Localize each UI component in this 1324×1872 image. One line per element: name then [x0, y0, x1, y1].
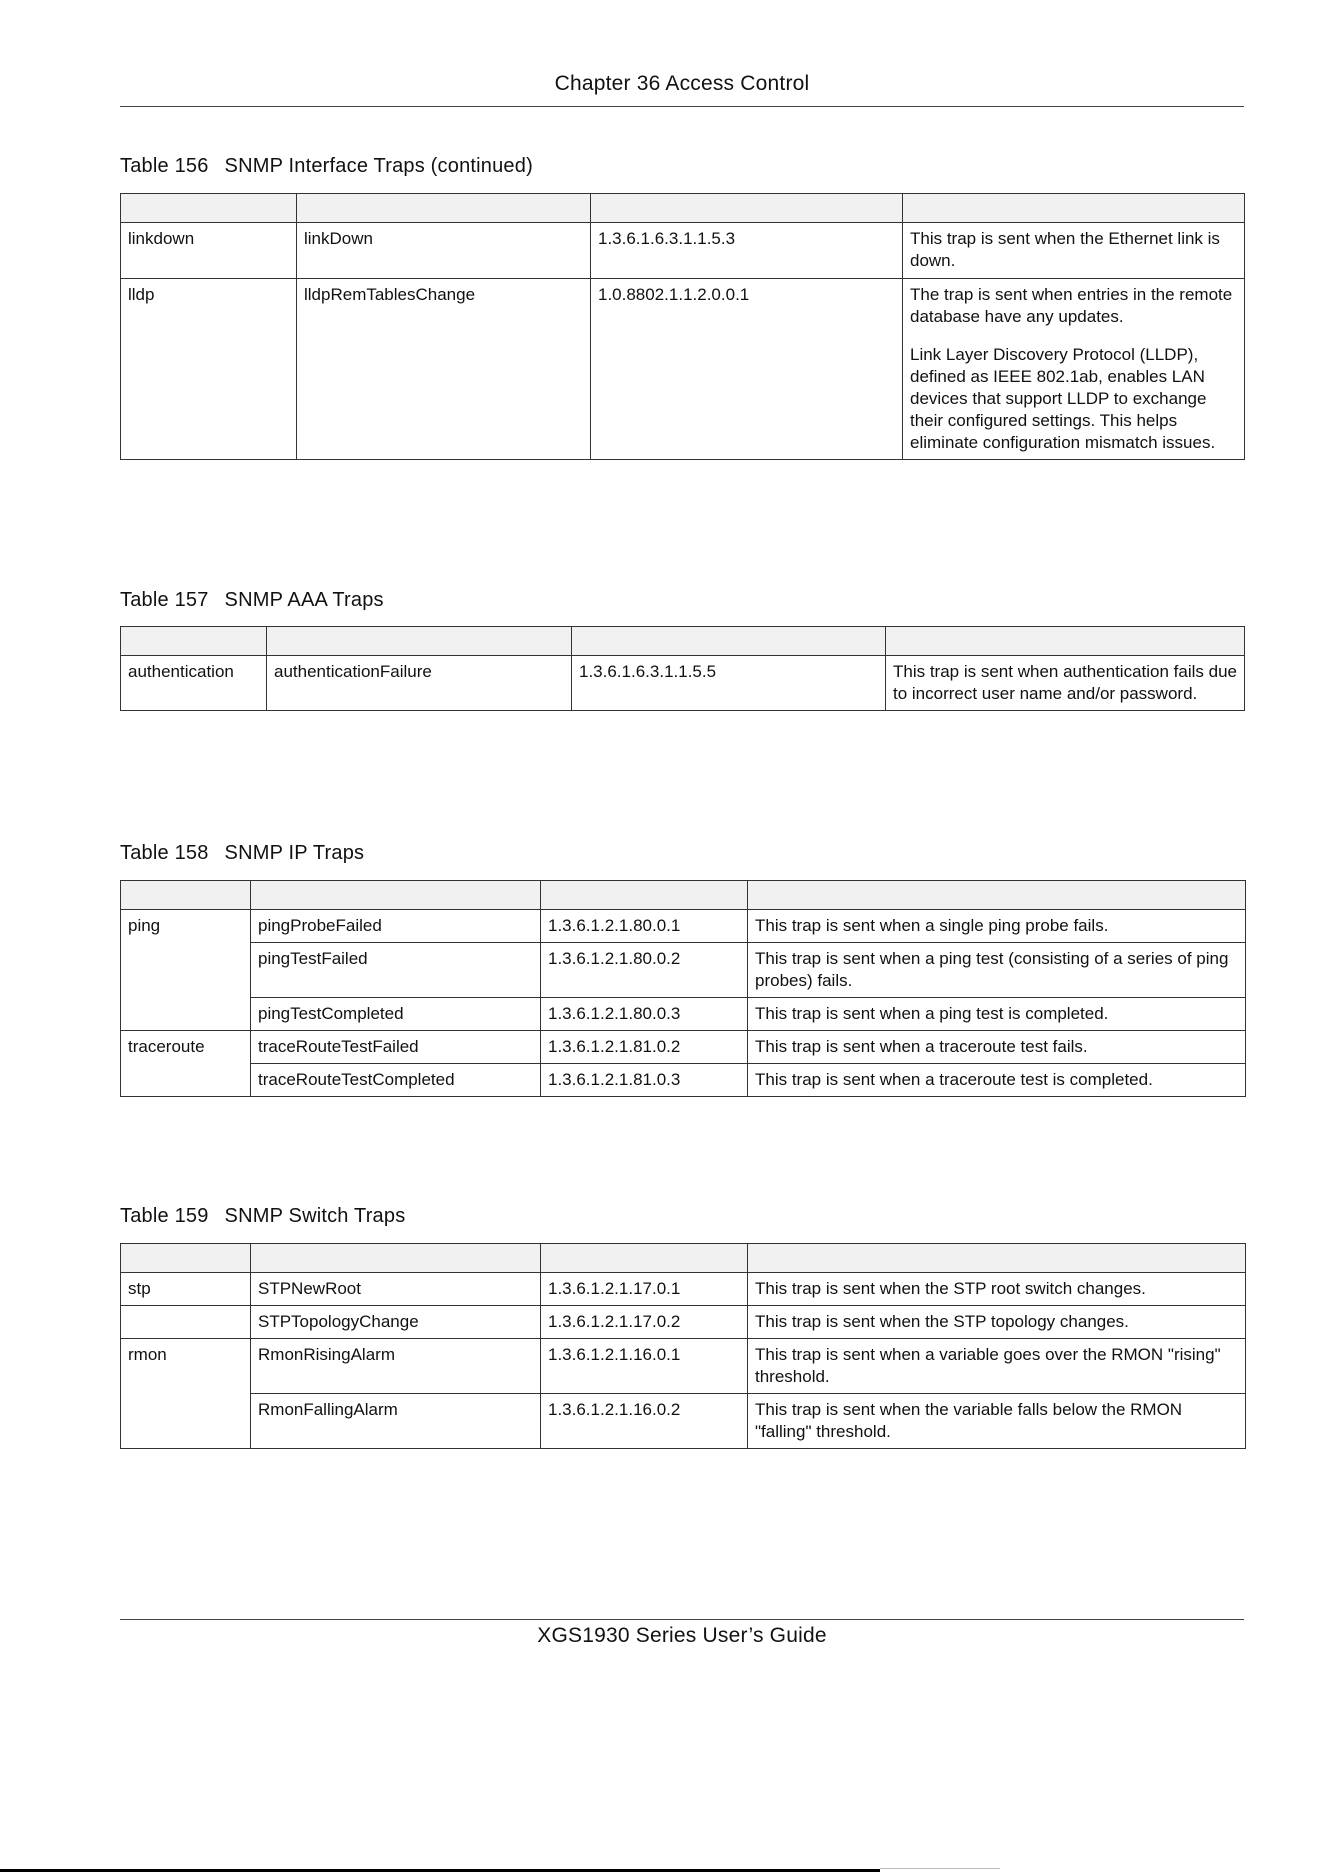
cell: 1.3.6.1.2.1.80.0.3	[541, 998, 748, 1031]
cell: This trap is sent when a ping test (consisting of a series of ping probes) fails.	[748, 943, 1246, 998]
page-footer-title: XGS1930 Series User’s Guide	[537, 1624, 827, 1647]
cell: pingTestCompleted	[251, 998, 541, 1031]
table-row	[121, 943, 1246, 998]
cell: authentication	[121, 656, 267, 711]
cell: 1.3.6.1.2.1.81.0.3	[541, 1064, 748, 1097]
cell: traceRouteTestFailed	[251, 1031, 541, 1064]
table-157-caption	[120, 589, 384, 612]
table-row	[121, 1031, 1246, 1064]
cell: traceroute	[121, 1031, 251, 1097]
cell: This trap is sent when a traceroute test is completed.	[748, 1064, 1246, 1097]
cell: STPNewRoot	[251, 1273, 541, 1306]
table-title: SNMP Interface Traps (continued)	[224, 155, 533, 177]
cell: rmon	[121, 1339, 251, 1449]
cell: 1.3.6.1.2.1.17.0.1	[541, 1273, 748, 1306]
table-156-caption	[120, 155, 533, 178]
table-159-caption	[120, 1205, 405, 1228]
cell: 1.3.6.1.2.1.81.0.2	[541, 1031, 748, 1064]
cell: This trap is sent when a variable goes over the RMON "rising" threshold.	[748, 1339, 1246, 1394]
cell: 1.0.8802.1.1.2.0.0.1	[591, 279, 903, 460]
description-text: This trap is sent when authentication fails due to incorrect user name and/or password.	[893, 662, 1237, 703]
table-row	[121, 223, 1245, 279]
cell: ping	[121, 910, 251, 1031]
table-row	[121, 1306, 1246, 1339]
table-row	[121, 910, 1246, 943]
cell	[886, 656, 1245, 711]
cell: This trap is sent when a traceroute test fails.	[748, 1031, 1246, 1064]
cell: STPTopologyChange	[251, 1306, 541, 1339]
table-header-row	[121, 1244, 1246, 1273]
cell: lldp	[121, 279, 297, 460]
table-title: SNMP IP Traps	[224, 842, 365, 864]
table-row	[121, 656, 1245, 711]
cell: 1.3.6.1.2.1.17.0.2	[541, 1306, 748, 1339]
snmp-switch-traps-table	[120, 1243, 1246, 1449]
table-number: Table 159	[120, 1205, 209, 1227]
table-row	[121, 998, 1246, 1031]
cell: 1.3.6.1.6.3.1.1.5.5	[572, 656, 886, 711]
table-158-caption	[120, 842, 364, 865]
cell: This trap is sent when a single ping probe fails.	[748, 910, 1246, 943]
snmp-ip-traps-table	[120, 880, 1246, 1097]
table-header-row	[121, 194, 1245, 223]
table-header-row	[121, 627, 1245, 656]
cell: 1.3.6.1.2.1.16.0.1	[541, 1339, 748, 1394]
cell: pingProbeFailed	[251, 910, 541, 943]
table-title: SNMP AAA Traps	[224, 589, 384, 611]
cell	[903, 279, 1245, 460]
table-row	[121, 1273, 1246, 1306]
description-text: Link Layer Discovery Protocol (LLDP), defined as IEEE 802.1ab, enables LAN devices that support LLDP to exchange their configured settings. This helps eliminate configuration mismatch issues.	[910, 345, 1216, 452]
table-header-row	[121, 881, 1246, 910]
table-row	[121, 279, 1245, 460]
cell: This trap is sent when the variable falls below the RMON "falling" threshold.	[748, 1394, 1246, 1449]
cell: 1.3.6.1.6.3.1.1.5.3	[591, 223, 903, 279]
table-number: Table 157	[120, 589, 209, 611]
cell: authenticationFailure	[267, 656, 572, 711]
header-divider	[120, 106, 1244, 107]
cell	[121, 1306, 251, 1339]
cell: pingTestFailed	[251, 943, 541, 998]
cell: This trap is sent when the STP root switch changes.	[748, 1273, 1246, 1306]
cell: traceRouteTestCompleted	[251, 1064, 541, 1097]
cell: 1.3.6.1.2.1.80.0.2	[541, 943, 748, 998]
cell	[903, 223, 1245, 279]
cell: linkdown	[121, 223, 297, 279]
table-row	[121, 1064, 1246, 1097]
cell: This trap is sent when a ping test is completed.	[748, 998, 1246, 1031]
scan-edge-bar-faint	[880, 1868, 1000, 1869]
table-title: SNMP Switch Traps	[224, 1205, 406, 1227]
table-row	[121, 1394, 1246, 1449]
table-number: Table 156	[120, 155, 209, 177]
table-row	[121, 1339, 1246, 1394]
snmp-aaa-traps-table	[120, 626, 1245, 711]
snmp-interface-traps-table	[120, 193, 1245, 460]
cell: 1.3.6.1.2.1.16.0.2	[541, 1394, 748, 1449]
page-header-title: Chapter 36 Access Control	[554, 72, 810, 95]
cell: linkDown	[297, 223, 591, 279]
description-text: The trap is sent when entries in the remote database have any updates.	[910, 285, 1233, 326]
cell: This trap is sent when the STP topology changes.	[748, 1306, 1246, 1339]
cell: 1.3.6.1.2.1.80.0.1	[541, 910, 748, 943]
footer-divider	[120, 1619, 1244, 1620]
description-text: This trap is sent when the Ethernet link is down.	[910, 229, 1220, 270]
cell: RmonFallingAlarm	[251, 1394, 541, 1449]
cell: lldpRemTablesChange	[297, 279, 591, 460]
table-number: Table 158	[120, 842, 209, 864]
cell: stp	[121, 1273, 251, 1306]
cell: RmonRisingAlarm	[251, 1339, 541, 1394]
